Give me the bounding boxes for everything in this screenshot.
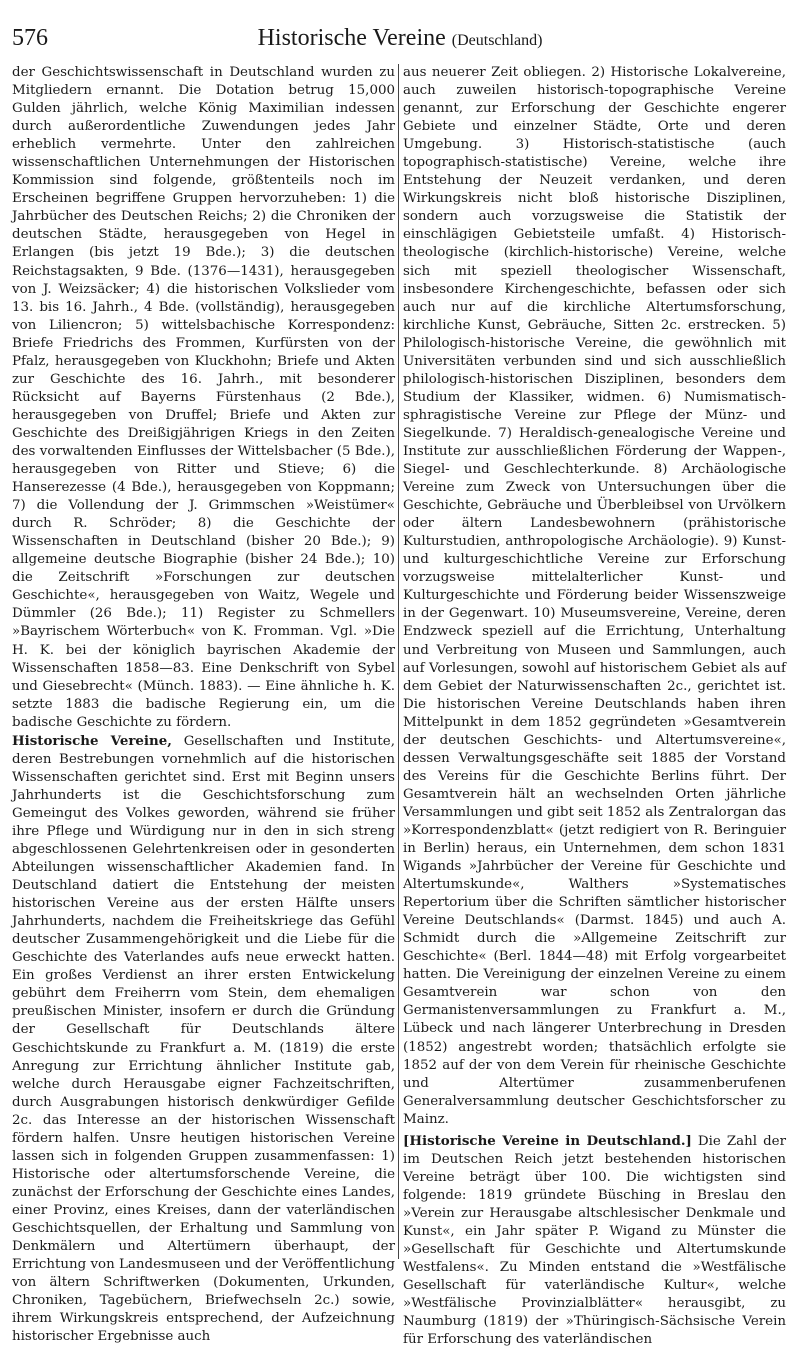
running-title-sub: (Deutschland) bbox=[451, 32, 543, 49]
entry-headword: Historische Vereine, bbox=[12, 732, 172, 749]
running-title bbox=[12, 22, 788, 57]
page-header bbox=[12, 22, 788, 54]
left-column bbox=[12, 64, 395, 1345]
running-title-main: Historische Vereine bbox=[257, 25, 446, 51]
page-number: 576 bbox=[12, 25, 48, 51]
section-paragraph bbox=[403, 1132, 786, 1349]
paragraph: der Geschichtswissenschaft in Deutschland wurden zu Mitgliedern ernannt. Die Dotation betrug 15,000 Gulden jährlich, welche König Maximilian indessen durch außerordentliche Zuwendungen jedes Jahr erheblich vermehrte. Unter den zahlreichen wissenschaftlichen Unternehmungen der Historischen Kommission sind folgende, größtenteils noch im Erscheinen begriffene Gruppen hervorzuheben: 1) die Jahrbücher des Deutschen Reichs; 2) die Chroniken der deutschen Städte, herausgegeben von Hegel in Erlangen (bis jetzt 19 Bde.); 3) die deutschen Reichstagsakten, 9 Bde. (1376—1431), herausgegeben von J. Weizsäcker; 4) die historischen Volkslieder vom 13. bis 16. Jahrh., 4 Bde. (vollständig), herausgegeben von Liliencron; 5) wittelsbachische Korrespondenz: Briefe Friedrichs des Frommen, Kurfürsten von der Pfalz, herausgegeben von Kluckhohn; Briefe und Akten zur Geschichte des 16. Jahrh., mit besonderer Rücksicht auf Bayerns Fürstenhaus (2 Bde.), herausgegeben von Druffel; Briefe und Akten zur Geschichte des Dreißigjährigen Kriegs in den Zeiten des vorwaltenden Einflusses der Wittelsbacher (5 Bde.), herausgegeben von Ritter und Stieve; 6) die Hanserezesse (4 Bde.), herausgegeben von Koppmann; 7) die Vollendung der J. Grimmschen »Weistümer« durch R. Schröder; 8) die Geschichte der Wissenschaften in Deutschland (bisher 20 Bde.); 9) allgemeine deutsche Biographie (bisher 24 Bde.); 10) die Zeitschrift »Forschungen zur deutschen Geschichte«, herausgegeben von Waitz, Wegele und Dümmler (26 Bde.); 11) Register zu Schmellers »Bayrischem Wörterbuch« von K. Fromman. Vgl. »Die H. K. bei der königlich bayrischen Akademie der Wissenschaften 1858—83. Eine Denkschrift von Sybel und Giesebrecht« (Münch. 1883). — Eine ähnliche h. K. setzte 1883 die badische Regierung ein, um die badische Geschichte zu fördern. bbox=[12, 65, 395, 730]
right-column bbox=[403, 64, 786, 1348]
paragraph: aus neuerer Zeit obliegen. 2) Historische Lokalvereine, auch zuweilen historisch-topographische Vereine genannt, zur Erforschung der Geschichte engerer Gebiete und einzelner Städte, Orte und deren Umgebung. 3) Historisch-statistische (auch topographisch-statistische) Vereine, welche ihre Entstehung der Neuzeit verdanken, und deren Wirkungskreis nicht bloß historische Disziplinen, sondern auch vorzugsweise die Statistik der einschlägigen Gebietsteile umfaßt. 4) Historisch-theologische (kirchlich-historische) Vereine, welche sich mit speziell theologischer Wissenschaft, insbesondere Kirchengeschichte, befassen oder sich auch nur auf die kirchliche Altertumsforschung, kirchliche Kunst, Gebräuche, Sitten 2c. erstrecken. 5) Philologisch-historische Vereine, die gewöhnlich mit Universitäten verbunden sind und sich ausschließlich philologisch-historischen Disziplinen, besonders dem Studium der Klassiker, widmen. 6) Numismatisch-sphragistische Vereine zur Pflege der Münz- und Siegelkunde. 7) Heraldisch-genealogische Vereine und Institute zur ausschließlichen Förderung der Wappen-, Siegel- und Geschlechterkunde. 8) Archäologische Vereine zum Zweck von Untersuchungen über die Geschichte, Gebräuche und Überbleibsel von Urvölkern oder ältern Landesbewohnern (prähistorische Kulturstudien, anthropologische Archäologie). 9) Kunst- und kulturgeschichtliche Vereine zur Erforschung vorzugsweise mittelalterlicher Kunst- und Kulturgeschichte und Förderung beider Wissenszweige in der Gegenwart. 10) Museumsvereine, Vereine, deren Endzweck speziell auf die Errichtung, Unterhaltung und Verbreitung von Museen und Sammlungen, auch auf Vorlesungen, sowohl auf historischem Gebiet als auf dem Gebiet der Naturwissenschaften 2c., gerichtet ist. Die historischen Vereine Deutschlands haben ihren Mittelpunkt in dem 1852 gegründeten »Gesamtverein der deutschen Geschichts- und Altertumsvereine«, dessen Verwaltungsgeschäfte seit 1885 der Vorstand des Vereins für die Geschichte Berlins führt. Der Gesamtverein hält an wechselnden Orten jährliche Versammlungen und gibt seit 1852 als Zentralorgan das »Korrespondenzblatt« (jetzt redigiert von R. Beringuier in Berlin) heraus, ein Unternehmen, dem schon 1831 Wigands »Jahrbücher der Vereine für Geschichte und Altertumskunde«, Walthers »Systematisches Repertorium über die Schriften sämtlicher historischer Vereine Deutschlands« (Darmst. 1845) und auch A. Schmidt durch die »Allgemeine Zeitschrift zur Geschichte« (Berl. 1844—48) mit Erfolg vorgearbeitet hatten. Die Vereinigung der einzelnen Vereine zu einem Gesamtverein war schon von den Germanistenversammlungen zu Frankfurt a. M., Lübeck und nach längerer Unterbrechung in Dresden (1852) angestrebt worden; thatsächlich erfolgte sie 1852 auf der von dem Verein für rheinische Geschichte und Altertümer zusammenberufenen Generalversammlung deutscher Geschichtsforscher zu Mainz. bbox=[403, 65, 786, 1127]
section-text: Die Zahl der im Deutschen Reich jetzt bestehenden historischen Vereine beträgt über 100. Die wichtigsten sind folgende: 1819 gründete Büsching in Breslau den »Verein zur Herausgabe altschlesischer Denkmale und Kunst«, ein Jahr später P. Wigand zu Münster die »Gesellschaft für Geschichte und Altertumskunde Westfalens«. Zu Minden entstand die »Westfälische Gesellschaft für vaterländische Kultur«, welche »Westfälische Provinzialblätter« herausgibt, zu Naumburg (1819) der »Thüringisch-Sächsische Verein für Erforschung des vaterländischen bbox=[403, 1133, 786, 1348]
column-divider bbox=[398, 64, 399, 1259]
entry-paragraph bbox=[12, 732, 395, 1347]
entry-text: Gesellschaften und Institute, deren Bestrebungen vornehmlich auf die historischen Wissenschaften gerichtet sind. Erst mit Beginn unsers Jahrhunderts ist die Geschichtsforschung zum Gemeingut des Volkes geworden, während sie früher ihre Pflege und Würdigung nur in den in sich streng abgeschlossenen Gelehrtenkreisen oder in gesonderten Abteilungen wissenschaftlicher Akademien fand. In Deutschland datiert die Entstehung der meisten historischen Vereine aus der ersten Hälfte unsers Jahrhunderts, nachdem die Freiheitskriege das Gefühl deutscher Zusammengehörigkeit und die Liebe für die Geschichte des Vaterlandes aufs neue erweckt hatten. Ein großes Verdienst an ihrer ersten Entwickelung gebührt dem Freiherrn vom Stein, dem ehemaligen preußischen Minister, insofern er durch die Gründung der Gesellschaft für Deutschlands ältere Geschichtskunde zu Frankfurt a. M. (1819) die erste Anregung zur Errichtung ähnlicher Institute gab, welche durch Herausgabe eigner Fachzeitschriften, durch Ausgrabungen historisch denkwürdiger Gefilde 2c. das Interesse an der historischen Wissenschaft fördern halfen. Unsre heutigen historischen Vereine lassen sich in folgenden Gruppen zusammenfassen: 1) Historische oder altertumsforschende Vereine, die zunächst der Erforschung der Geschichte eines Landes, einer Provinz, eines Kreises, dann der vaterländischen Geschichtsquellen, der Erhaltung und Sammlung von Denkmälern und Altertümern überhaupt, der Errichtung von Landesmuseen und der Veröffentlichung von ältern Schriftwerken (Dokumenten, Urkunden, Chroniken, Tagebüchern, Briefwechseln 2c.) sowie, ihrem Wirkungskreis entsprechend, der Aufzeichnung historischer Ergebnisse auch bbox=[12, 733, 395, 1345]
section-heading: [Historische Vereine in Deutschland.] bbox=[403, 1132, 692, 1149]
